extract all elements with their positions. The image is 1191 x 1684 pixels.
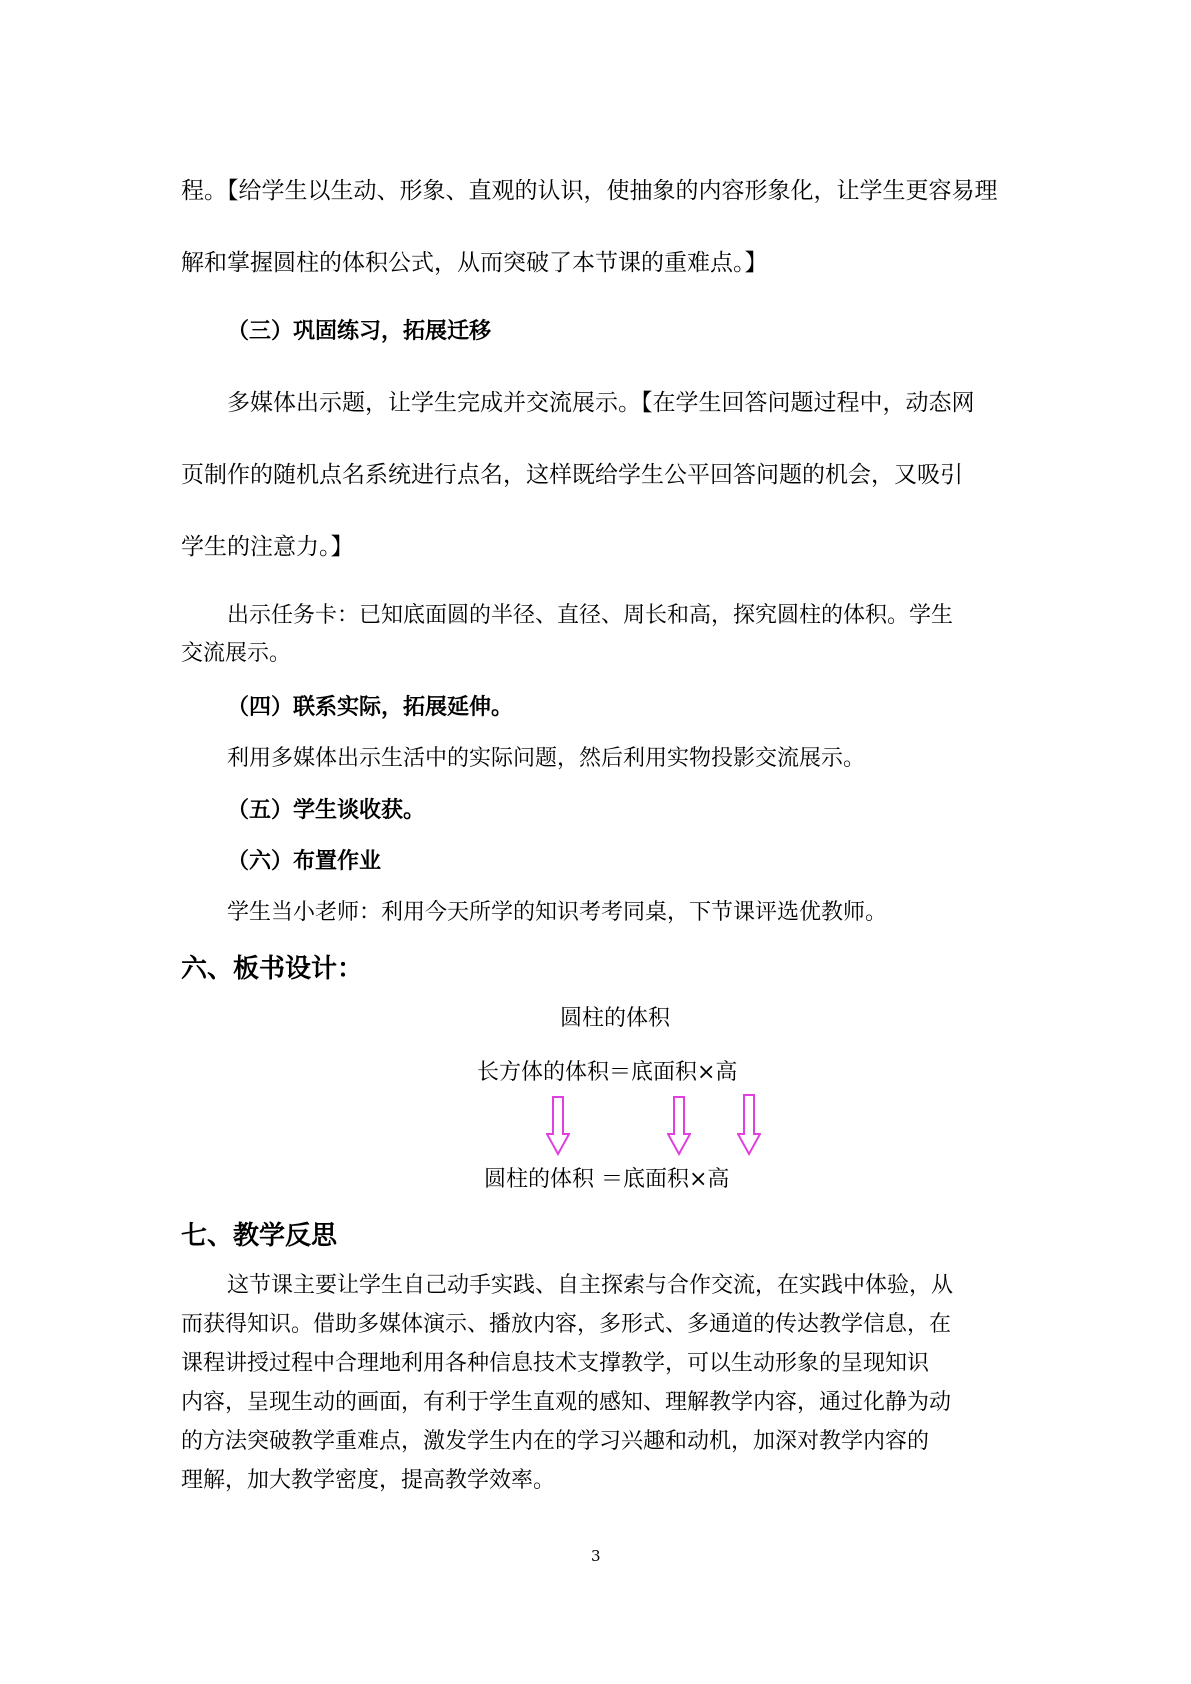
text-plain: 程。 — [181, 178, 227, 204]
paragraph-line: 学生当小老师：利用今天所学的知识考考同桌，下节课评选优教师。 — [227, 900, 888, 925]
paragraph-line: 交流展示。 — [181, 641, 292, 666]
reflection-line: 内容，呈现生动的画面，有利于学生直观的感知、理解教学内容，通过化静为动 — [181, 1390, 952, 1415]
section-title-4: （四）联系实际，拓展延伸。 — [227, 694, 514, 720]
text-annotation: 【给学生以生动、形象、直观的认识，使抽象的内容形象化，让学生更容易理 — [227, 178, 998, 204]
reflection-line: 课程讲授过程中合理地利用各种信息技术支撑教学，可以生动形象的呈现知识 — [181, 1351, 930, 1376]
section-heading-board: 六、板书设计： — [181, 954, 364, 984]
down-arrow-icon — [546, 1096, 570, 1156]
page-number: 3 — [591, 1547, 601, 1565]
board-title: 圆柱的体积 — [560, 1006, 671, 1031]
board-formula-cylinder: 圆柱的体积 ＝底面积×高 — [484, 1167, 730, 1192]
paragraph-line: 出示任务卡：已知底面圆的半径、直径、周长和高，探究圆柱的体积。学生 — [227, 603, 954, 628]
paragraph-line — [227, 384, 975, 417]
reflection-line: 的方法突破教学重难点，激发学生内在的学习兴趣和动机，加深对教学内容的 — [181, 1429, 930, 1454]
paragraph-line — [181, 172, 998, 205]
board-formula-cuboid: 长方体的体积＝底面积×高 — [477, 1060, 738, 1085]
reflection-line: 理解，加大教学密度，提高教学效率。 — [181, 1468, 556, 1493]
down-arrow-icon — [667, 1096, 691, 1156]
text-plain: 多媒体出示题，让学生完成并交流展示。 — [227, 390, 641, 416]
text-annotation: 【在学生回答问题过程中，动态网 — [641, 390, 975, 416]
section-title-6: （六）布置作业 — [227, 848, 382, 874]
paragraph-line: 学生的注意力。】 — [181, 534, 354, 560]
reflection-line: 而获得知识。借助多媒体演示、播放内容，多形式、多通道的传达教学信息，在 — [181, 1312, 952, 1337]
reflection-line: 这节课主要让学生自己动手实践、自主探索与合作交流，在实践中体验，从 — [227, 1273, 954, 1298]
section-title-3: （三）巩固练习，拓展迁移 — [227, 318, 492, 344]
section-title-5: （五）学生谈收获。 — [227, 797, 426, 823]
paragraph-line: 解和掌握圆柱的体积公式，从而突破了本节课的重难点。】 — [181, 250, 768, 276]
paragraph-line: 利用多媒体出示生活中的实际问题，然后利用实物投影交流展示。 — [227, 746, 866, 771]
down-arrow-icon — [737, 1094, 761, 1156]
section-heading-reflection: 七、教学反思 — [181, 1221, 338, 1251]
paragraph-line: 页制作的随机点名系统进行点名，这样既给学生公平回答问题的机会，又吸引 — [181, 462, 963, 488]
